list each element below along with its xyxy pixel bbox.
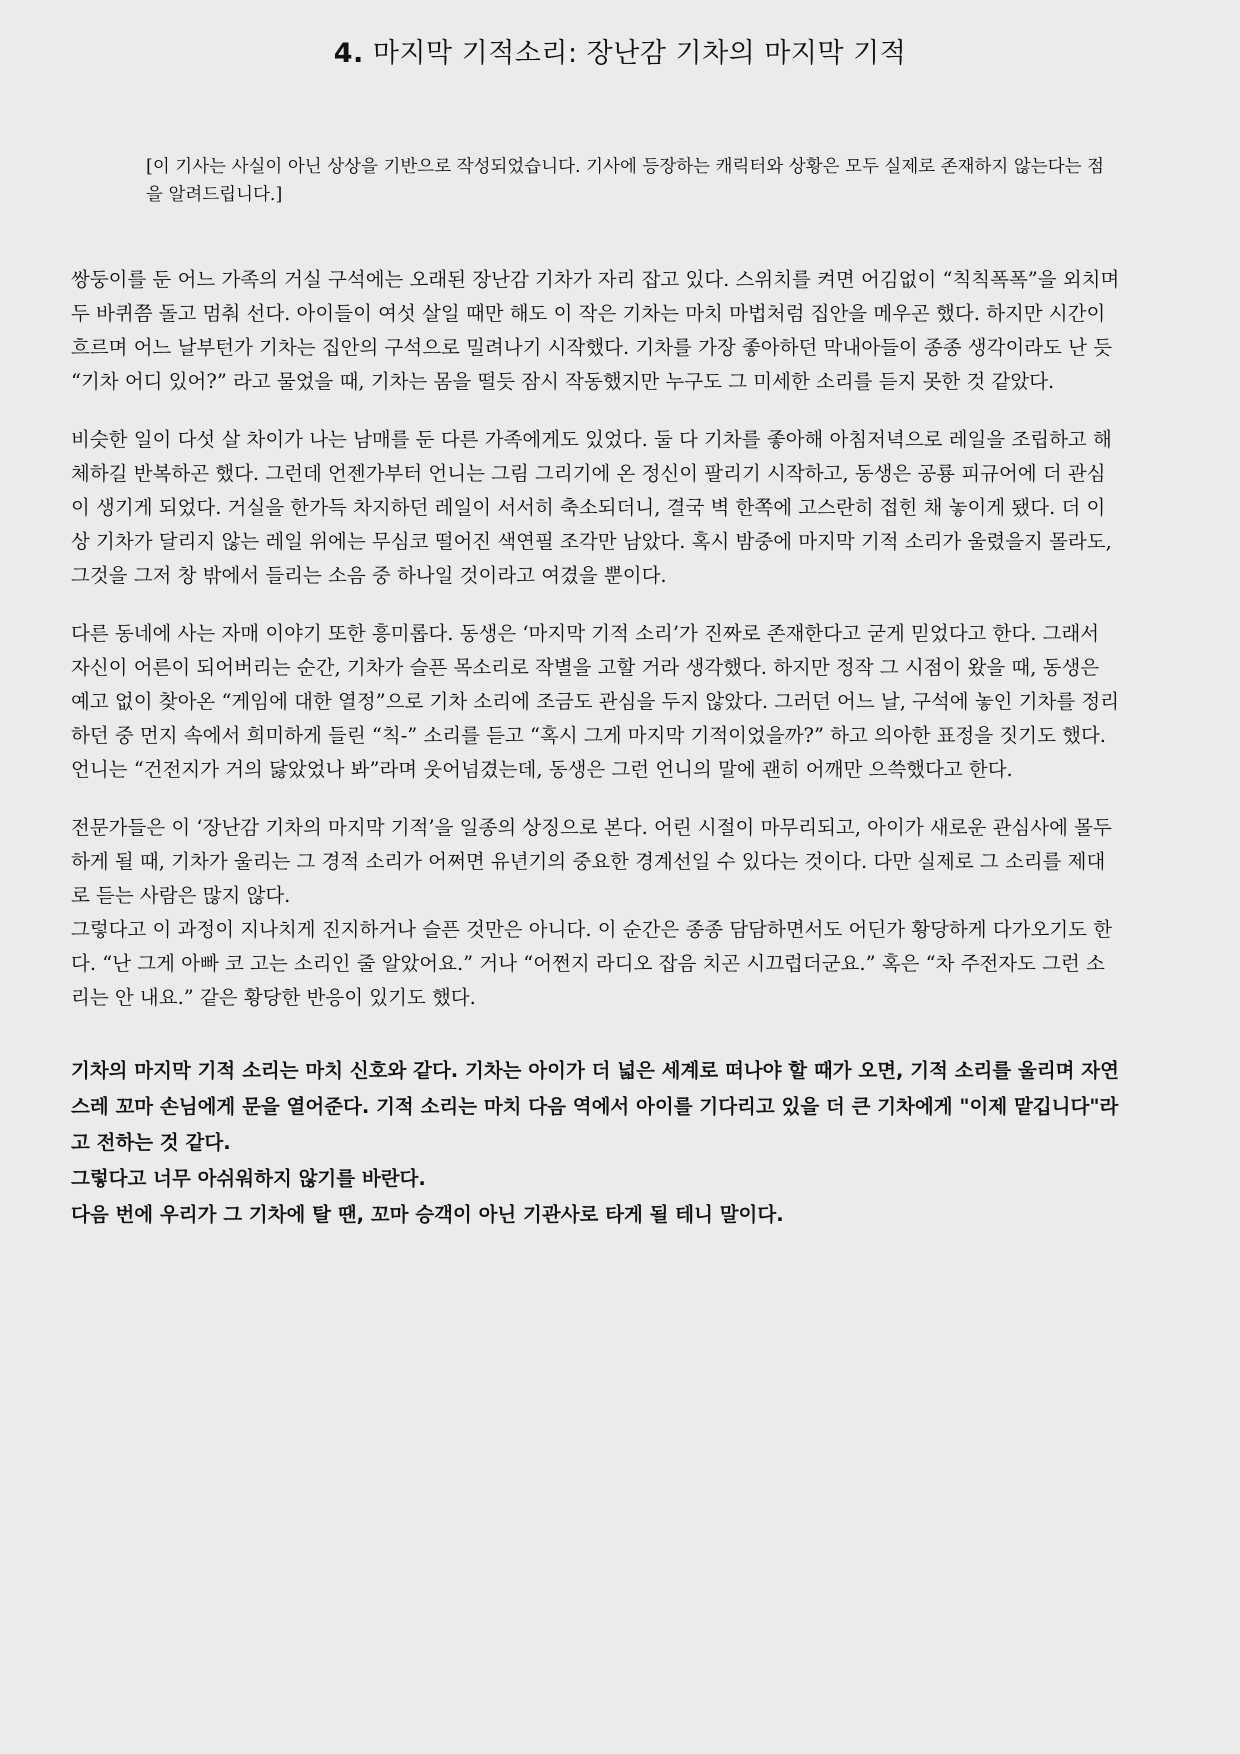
- closing-section: [71, 1053, 1121, 1233]
- title-number: 4.: [333, 38, 364, 69]
- title-text: 마지막 기적소리: 장난감 기차의 마지막 기적: [363, 38, 907, 69]
- article-title: [0, 34, 1240, 74]
- paragraph-siblings-family: 비슷한 일이 다섯 살 차이가 나는 남매를 둔 다른 가족에게도 있었다. 둘 다 기차를 좋아해 아침저녁으로 레일을 조립하고 해체하길 반복하곤 했다. 그런데 언젠가부터 언니는 그림 그리기에 온 정신이 팔리기 시작하고, 동생은 공룡 피규어에 더 관심이 생기게 되었다. 거실을 한가득 차지하던 레일이 서서히 축소되더니, 결국 벽 한쪽에 고스란히 접힌 채 놓이게 됐다. 더 이상 기차가 달리지 않는 레일 위에는 무심코 떨어진 색연필 조각만 남았다. 혹시 밤중에 마지막 기적 소리가 울렸을지 몰라도, 그것을 그저 창 밖에서 들리는 소음 중 하나일 것이라고 여겼을 뿐이다.: [71, 428, 1112, 587]
- paragraph-experts-view: 전문가들은 이 ‘장난감 기차의 마지막 기적’을 일종의 상징으로 본다. 어린 시절이 마무리되고, 아이가 새로운 관심사에 몰두하게 될 때, 기차가 울리는 그 경적 소리가 어쩌면 유년기의 중요한 경계선일 수 있다는 것이다. 다만 실제로 그 소리를 제대로 듣는 사람은 많지 않다.: [71, 816, 1112, 907]
- disclaimer-note: [이 기사는 사실이 아닌 상상을 기반으로 작성되었습니다. 기사에 등장하는 캐릭터와 상황은 모두 실제로 존재하지 않는다는 점을 알려드립니다.]: [146, 157, 1104, 205]
- paragraph-funny-reactions: 그렇다고 이 과정이 지나치게 진지하거나 슬픈 것만은 아니다. 이 순간은 종종 담담하면서도 어딘가 황당하게 다가오기도 한다. “난 그게 아빠 코 고는 소리인 줄 알았어요.” 거나 “어쩐지 라디오 잡음 치곤 시끄럽더군요.” 혹은 “차 주전자도 그런 소리는 안 내요.” 같은 황당한 반응이 있기도 했다.: [71, 918, 1113, 1009]
- closing-line-signal: 기차의 마지막 기적 소리는 마치 신호와 같다. 기차는 아이가 더 넓은 세계로 떠나야 할 때가 오면, 기적 소리를 울리며 자연스레 꼬마 손님에게 문을 열어준다. 기적 소리는 마치 다음 역에서 아이를 기다리고 있을 더 큰 기차에게 "이제 맡깁니다"라고 전하는 것 같다.: [71, 1059, 1119, 1154]
- paragraph-twins-family: 쌍둥이를 둔 어느 가족의 거실 구석에는 오래된 장난감 기차가 자리 잡고 있다. 스위치를 켜면 어김없이 “칙칙폭폭”을 외치며 두 바퀴쯤 돌고 멈춰 선다. 아이들이 여섯 살일 때만 해도 이 작은 기차는 마치 마법처럼 집안을 메우곤 했다. 하지만 시간이 흐르며 어느 날부턴가 기차는 집안의 구석으로 밀려나기 시작했다. 기차를 가장 좋아하던 막내아들이 종종 생각이라도 난 듯 “기차 어디 있어?” 라고 물었을 때, 기차는 몸을 떨듯 잠시 작동했지만 누구도 그 미세한 소리를 듣지 못한 것 같았다.: [71, 268, 1120, 393]
- paragraph-sisters-story: 다른 동네에 사는 자매 이야기 또한 흥미롭다. 동생은 ‘마지막 기적 소리’가 진짜로 존재한다고 굳게 믿었다고 한다. 그래서 자신이 어른이 되어버리는 순간, 기차가 슬픈 목소리로 작별을 고할 거라 생각했다. 하지만 정작 그 시점이 왔을 때, 동생은 예고 없이 찾아온 “게임에 대한 열정”으로 기차 소리에 조금도 관심을 두지 않았다. 그러던 어느 날, 구석에 놓인 기차를 정리하던 중 먼지 속에서 희미하게 들린 “칙-” 소리를 듣고 “혹시 그게 마지막 기적이었을까?” 하고 의아한 표정을 짓기도 했다. 언니는 “건전지가 거의 닳았었나 봐”라며 웃어넘겼는데, 동생은 그런 언니의 말에 괜히 어깨만 으쓱했다고 한다.: [71, 622, 1120, 781]
- article-body: [71, 263, 1121, 1233]
- closing-line-no-regret: 그렇다고 너무 아쉬워하지 않기를 바란다.: [71, 1167, 426, 1190]
- closing-line-conductor: 다음 번에 우리가 그 기차에 탈 땐, 꼬마 승객이 아닌 기관사로 타게 될 테니 말이다.: [71, 1203, 784, 1226]
